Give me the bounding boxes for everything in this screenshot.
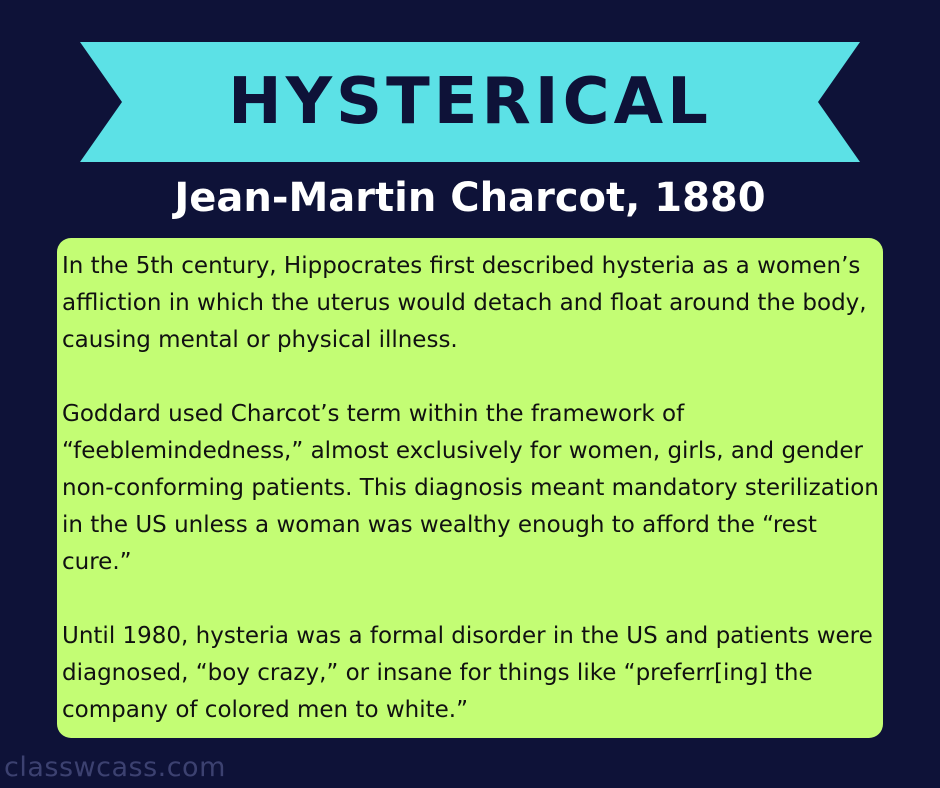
content-card: [57, 238, 883, 738]
paragraph-hippocrates: In the 5th century, Hippocrates first described hysteria as a women’s affliction in which the uterus would detach and float around the body, causing mental or physical illness.: [62, 253, 867, 353]
title-banner: [0, 42, 940, 162]
paragraph-goddard: Goddard used Charcot’s term within the framework of “feeblemindedness,” almost exclusively for women, girls, and gender non-conforming patients. This diagnosis meant mandatory sterilization in the US unless a woman was wealthy enough to afford the “rest cure.”: [62, 401, 879, 575]
site-watermark: classwcass.com: [4, 752, 226, 783]
subtitle: Jean-Martin Charcot, 1880: [174, 175, 766, 221]
paragraph-1980: Until 1980, hysteria was a formal disorder in the US and patients were diagnosed, “boy crazy,” or insane for things like “preferr[ing] the company of colored men to white.”: [62, 623, 873, 723]
banner-title: HYSTERICAL: [228, 65, 712, 139]
